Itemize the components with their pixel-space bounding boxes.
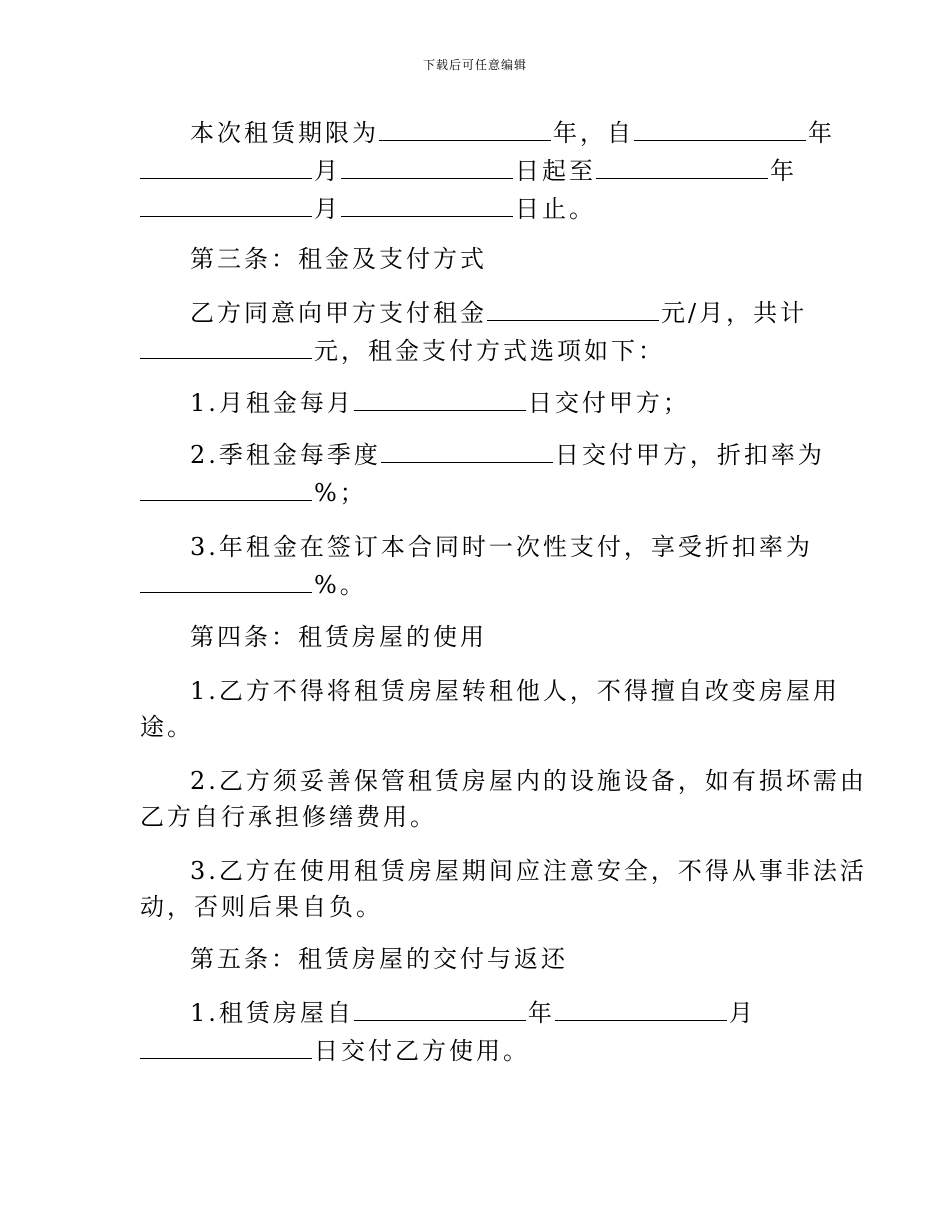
text-segment: 日交付乙方使用。 <box>314 1037 530 1065</box>
blank-field <box>140 336 312 359</box>
blank-field <box>140 570 312 593</box>
blank-field <box>354 998 526 1021</box>
text-segment: 日交付甲方，折扣率为 <box>554 441 825 469</box>
usage-clause: 乙方自行承担修缮费用。 <box>140 803 437 831</box>
lease-term-line <box>140 156 797 186</box>
text-segment: 年 <box>527 999 555 1027</box>
lease-term-line <box>140 194 596 224</box>
text-segment: 月 <box>314 157 341 185</box>
section-heading: 第三条：租金及支付方式 <box>190 245 487 273</box>
text-segment: %； <box>314 479 367 507</box>
payment-option <box>140 478 367 508</box>
usage-clause: 2.乙方须妥善保管租赁房屋内的设施设备，如有损坏需由 <box>190 767 867 795</box>
section-heading: 第五条：租赁房屋的交付与返还 <box>190 945 568 973</box>
text-segment: 1.月租金每月 <box>190 389 354 417</box>
page-header: 下载后可任意编辑 <box>422 58 527 72</box>
blank-field <box>634 118 806 141</box>
blank-field <box>381 440 553 463</box>
blank-field <box>596 156 768 179</box>
usage-clause: 3.乙方在使用租赁房屋期间应注意安全，不得从事非法活 <box>190 857 867 885</box>
payment-option <box>190 388 690 418</box>
lease-term-line <box>190 118 835 148</box>
text-segment: 日止。 <box>515 195 596 223</box>
text-segment: 年 <box>808 119 835 147</box>
blank-field <box>341 194 513 217</box>
usage-clause: 1.乙方不得将租赁房屋转租他人，不得擅自改变房屋用 <box>190 677 840 705</box>
text-segment: 元/月，共计 <box>661 299 808 327</box>
text-segment: 日交付甲方； <box>527 389 690 417</box>
blank-field <box>140 156 312 179</box>
text-segment: 年 <box>770 157 797 185</box>
payment-option: 3.年租金在签订本合同时一次性支付，享受折扣率为 <box>190 533 813 561</box>
blank-field <box>140 1036 312 1059</box>
rent-line <box>140 336 665 366</box>
text-segment: 乙方同意向甲方支付租金 <box>190 299 487 327</box>
blank-field <box>379 118 551 141</box>
usage-clause: 动，否则后果自负。 <box>140 893 383 921</box>
blank-field <box>140 194 312 217</box>
text-segment: 日起至 <box>515 157 596 185</box>
blank-field <box>341 156 513 179</box>
blank-field <box>487 298 659 321</box>
delivery-clause <box>190 998 756 1028</box>
blank-field <box>354 388 526 411</box>
text-segment: 月 <box>314 195 341 223</box>
text-segment: 月 <box>728 999 756 1027</box>
payment-option <box>190 440 825 470</box>
text-segment: 本次租赁期限为 <box>190 119 379 147</box>
usage-clause: 途。 <box>140 713 194 741</box>
text-segment: 2.季租金每季度 <box>190 441 381 469</box>
text-segment: %。 <box>314 571 367 599</box>
text-segment: 1.租赁房屋自 <box>190 999 354 1027</box>
text-segment: 年，自 <box>553 119 634 147</box>
section-heading: 第四条：租赁房屋的使用 <box>190 623 487 651</box>
blank-field <box>140 478 312 501</box>
blank-field <box>555 998 727 1021</box>
payment-option <box>140 570 367 600</box>
delivery-clause <box>140 1036 530 1066</box>
rent-line <box>190 298 807 328</box>
text-segment: 元，租金支付方式选项如下： <box>314 337 665 365</box>
